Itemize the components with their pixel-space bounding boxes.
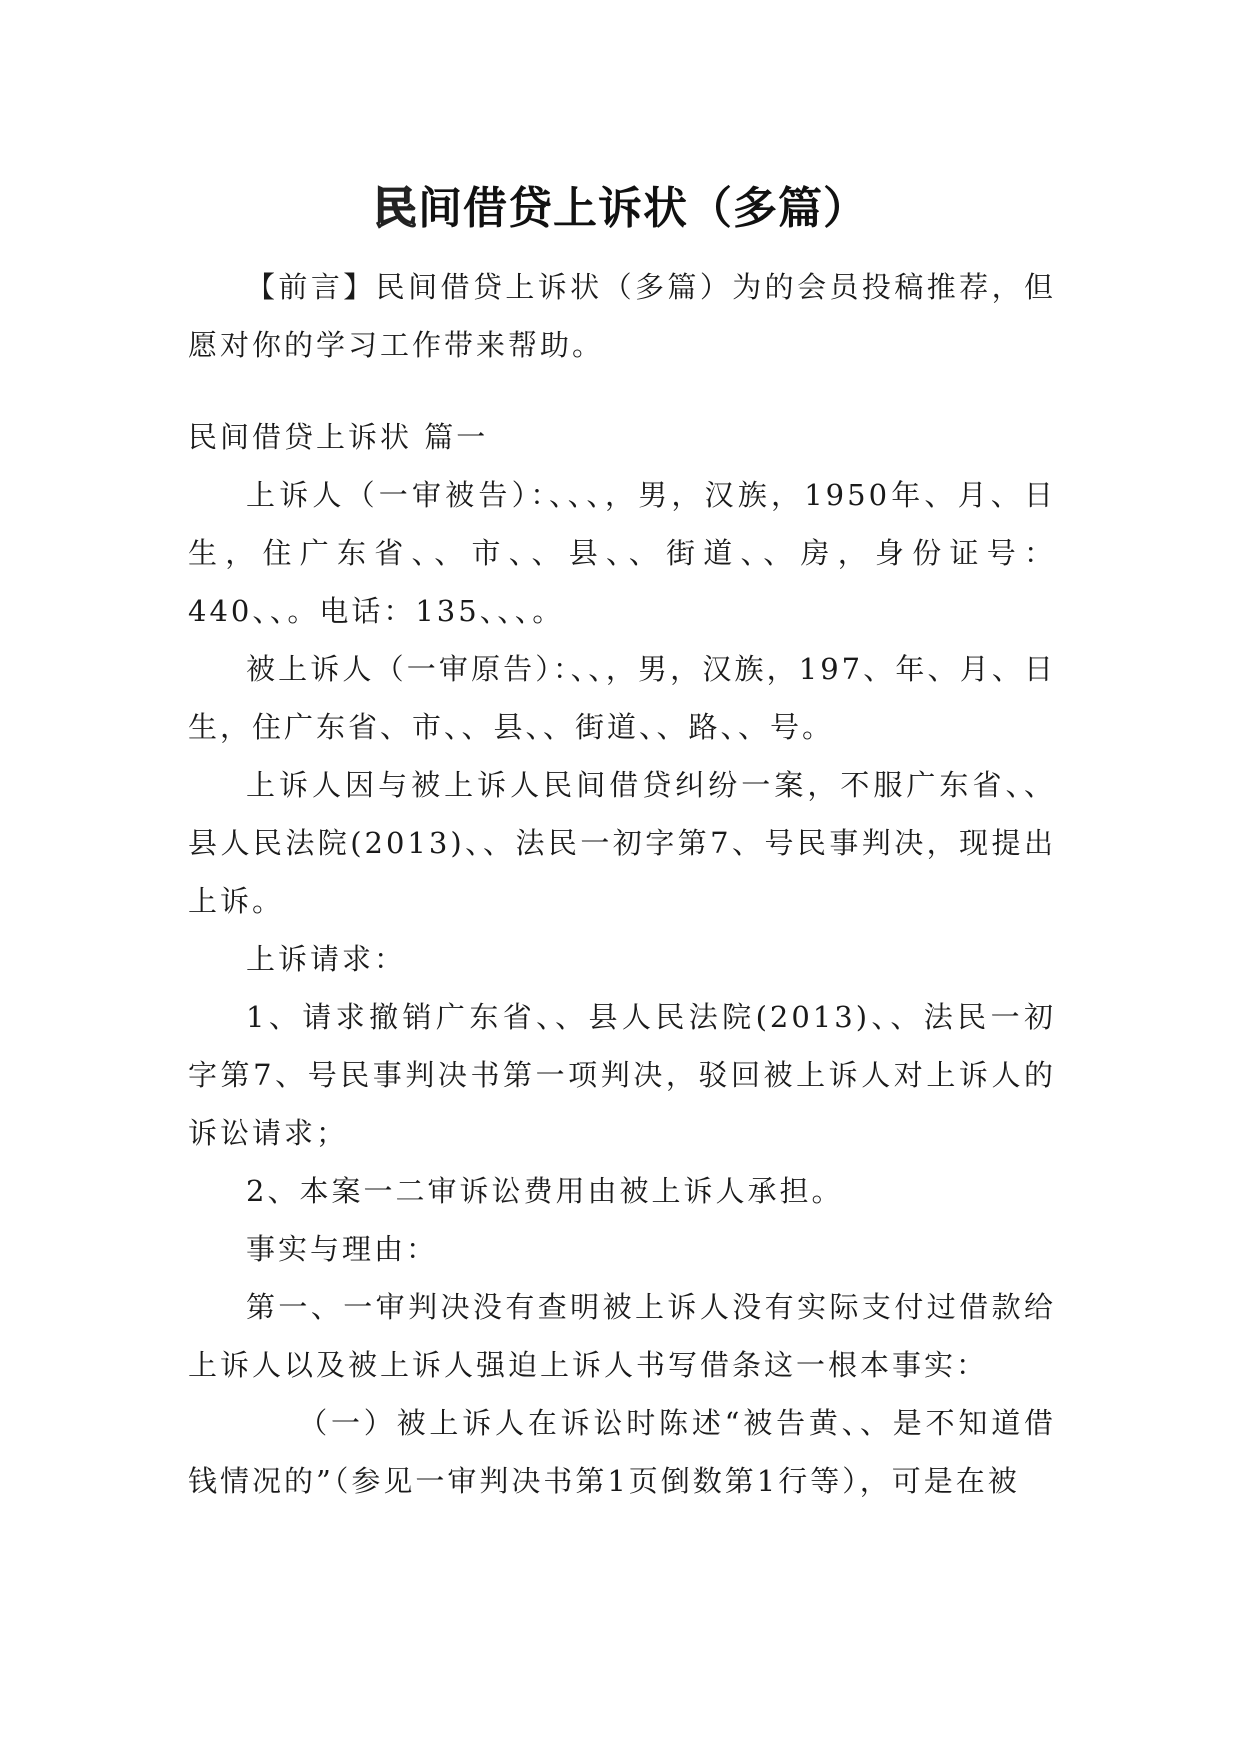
body-paragraph-fact-1: 第一、一审判决没有查明被上诉人没有实际支付过借款给上诉人以及被上诉人强迫上诉人书写借条这一根本事实： bbox=[188, 1290, 1056, 1382]
section-heading: 民间借贷上诉状 篇一 bbox=[188, 420, 489, 454]
preface-block bbox=[188, 258, 1056, 374]
body-paragraph-facts-heading: 事实与理由： bbox=[246, 1232, 439, 1266]
main-body bbox=[188, 408, 1056, 1510]
body-paragraph-appeal-reason: 上诉人因与被上诉人民间借贷纠纷一案，不服广东省、、县人民法院(2013)、、法民一初字第7、号民事判决，现提出上诉。 bbox=[188, 768, 1056, 918]
document-title bbox=[0, 177, 1241, 241]
body-paragraph-appellee: 被上诉人（一审原告）：、、，男，汉族，197、年、月、日生，住广东省、市、、县、、街道、、路、、号。 bbox=[188, 652, 1056, 744]
body-paragraph-request-2: 2、本案一二审诉讼费用由被上诉人承担。 bbox=[246, 1174, 844, 1208]
body-paragraph-request-1: 1、请求撤销广东省、、县人民法院(2013)、、法民一初字第7、号民事判决书第一项判决，驳回被上诉人对上诉人的诉讼请求； bbox=[188, 1000, 1056, 1150]
body-sub-paragraph: （一）被上诉人在诉讼时陈述“被告黄、、是不知道借钱情况的”（参见一审判决书第1页倒数第1行等），可是在被 bbox=[188, 1406, 1056, 1498]
preface-paragraph: 【前言】民间借贷上诉状（多篇）为的会员投稿推荐，但愿对你的学习工作带来帮助。 bbox=[188, 270, 1056, 362]
body-paragraph-appellant: 上诉人（一审被告）：、、、，男，汉族，1950年、月、日生，住广东省、、市、、县、、街道、、房，身份证号：440、、。电话：135、、、。 bbox=[188, 478, 1056, 628]
body-paragraph-requests-heading: 上诉请求： bbox=[246, 942, 407, 976]
title-rest: 间借贷上诉状（多篇） bbox=[418, 183, 868, 235]
title-first-char: 民 bbox=[373, 183, 418, 235]
